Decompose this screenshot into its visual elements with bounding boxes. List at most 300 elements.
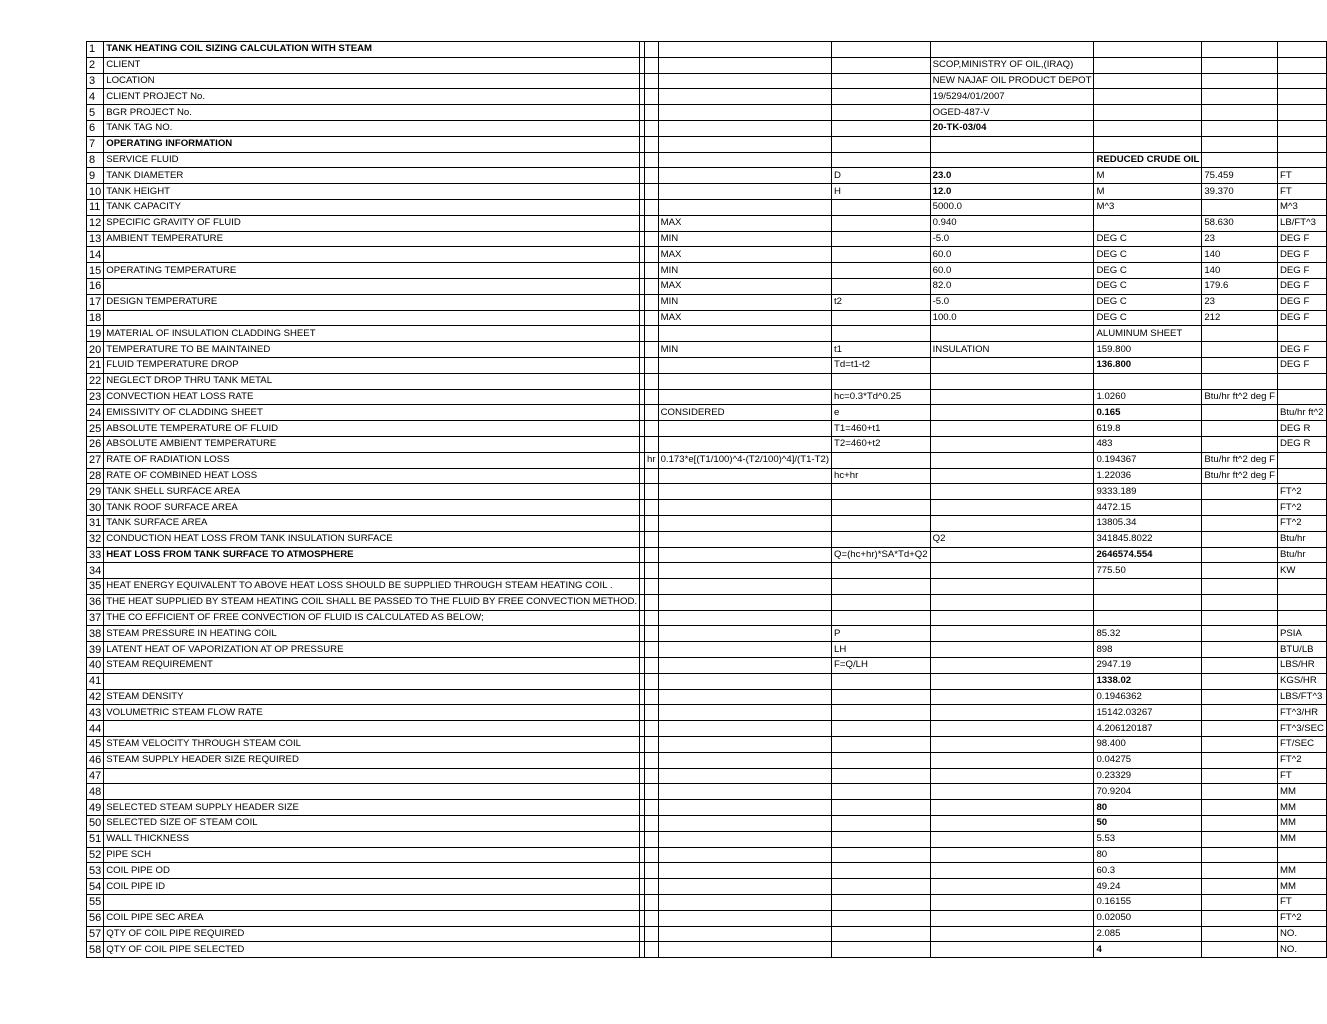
sheet-cell[interactable] [645,326,659,342]
sheet-cell[interactable]: P [832,626,931,642]
sheet-cell[interactable] [930,816,1094,832]
row-number-cell[interactable]: 47 [87,768,104,784]
sheet-cell[interactable] [1277,89,1326,105]
sheet-cell[interactable] [832,610,931,626]
sheet-cell[interactable] [930,658,1094,674]
sheet-cell[interactable]: 70.9204 [1094,784,1202,800]
sheet-cell[interactable] [930,136,1094,152]
row-number-cell[interactable]: 7 [87,136,104,152]
sheet-cell[interactable]: DEG F [1277,278,1326,294]
sheet-cell[interactable] [1202,152,1278,168]
sheet-cell[interactable] [645,105,659,121]
sheet-cell[interactable] [1202,563,1278,579]
sheet-cell[interactable] [832,500,931,516]
sheet-cell[interactable] [658,831,831,847]
sheet-cell[interactable] [1202,500,1278,516]
sheet-cell[interactable] [832,579,931,595]
sheet-cell[interactable] [930,405,1094,421]
sheet-cell[interactable]: Btu/hr ft^2 deg F [1202,452,1278,468]
sheet-cell[interactable] [930,784,1094,800]
sheet-cell[interactable] [832,563,931,579]
sheet-cell[interactable] [645,215,659,231]
row-number-cell[interactable]: 12 [87,215,104,231]
sheet-cell[interactable]: FT^2 [1277,500,1326,516]
sheet-cell[interactable] [658,721,831,737]
sheet-cell[interactable]: 0.16155 [1094,895,1202,911]
sheet-cell[interactable] [658,357,831,373]
sheet-cell[interactable] [658,563,831,579]
row-number-cell[interactable]: 36 [87,594,104,610]
sheet-cell[interactable]: STEAM VELOCITY THROUGH STEAM COIL [104,737,640,753]
sheet-cell[interactable]: 2.085 [1094,926,1202,942]
sheet-cell[interactable] [832,515,931,531]
sheet-cell[interactable]: THE HEAT SUPPLIED BY STEAM HEATING COIL SHALL BE PASSED TO THE FLUID BY FREE CONVECTION METHOD. [104,594,640,610]
sheet-cell[interactable]: SERVICE FLUID [104,152,640,168]
sheet-cell[interactable]: Btu/hr [1277,547,1326,563]
sheet-cell[interactable]: TANK SURFACE AREA [104,515,640,531]
sheet-cell[interactable] [1277,152,1326,168]
row-number-cell[interactable]: 2 [87,57,104,73]
sheet-cell[interactable] [832,895,931,911]
sheet-cell[interactable] [645,42,659,58]
sheet-cell[interactable] [1094,42,1202,58]
sheet-cell[interactable]: PIPE SCH [104,847,640,863]
sheet-cell[interactable] [930,895,1094,911]
sheet-cell[interactable] [832,531,931,547]
sheet-cell[interactable] [104,673,640,689]
sheet-cell[interactable]: 80 [1094,847,1202,863]
sheet-cell[interactable] [658,658,831,674]
sheet-cell[interactable]: Q=(hc+hr)*SA*Td+Q2 [832,547,931,563]
sheet-cell[interactable]: DEG C [1094,263,1202,279]
row-number-cell[interactable]: 34 [87,563,104,579]
sheet-cell[interactable] [645,136,659,152]
sheet-cell[interactable] [645,500,659,516]
sheet-cell[interactable]: MM [1277,784,1326,800]
sheet-cell[interactable] [1202,42,1278,58]
sheet-cell[interactable] [930,357,1094,373]
sheet-cell[interactable] [832,910,931,926]
sheet-cell[interactable]: ALUMINUM SHEET [1094,326,1202,342]
sheet-cell[interactable] [930,436,1094,452]
sheet-cell[interactable]: FT^3/SEC [1277,721,1326,737]
sheet-cell[interactable]: DEG F [1277,310,1326,326]
sheet-cell[interactable] [832,705,931,721]
sheet-cell[interactable] [1094,136,1202,152]
sheet-cell[interactable]: COIL PIPE OD [104,863,640,879]
sheet-cell[interactable] [645,152,659,168]
sheet-cell[interactable] [658,895,831,911]
sheet-cell[interactable] [645,73,659,89]
sheet-cell[interactable]: WALL THICKNESS [104,831,640,847]
sheet-cell[interactable]: STEAM REQUIREMENT [104,658,640,674]
sheet-cell[interactable]: 140 [1202,263,1278,279]
sheet-cell[interactable]: STEAM SUPPLY HEADER SIZE REQUIRED [104,752,640,768]
sheet-cell[interactable] [832,373,931,389]
sheet-cell[interactable] [930,721,1094,737]
sheet-cell[interactable] [1094,73,1202,89]
row-number-cell[interactable]: 14 [87,247,104,263]
sheet-cell[interactable]: FT [1277,895,1326,911]
row-number-cell[interactable]: 5 [87,105,104,121]
sheet-cell[interactable]: VOLUMETRIC STEAM FLOW RATE [104,705,640,721]
sheet-cell[interactable] [658,800,831,816]
sheet-cell[interactable]: 483 [1094,436,1202,452]
sheet-cell[interactable]: 80 [1094,800,1202,816]
sheet-cell[interactable] [658,531,831,547]
sheet-cell[interactable] [930,642,1094,658]
sheet-cell[interactable]: MAX [658,247,831,263]
sheet-cell[interactable]: STEAM DENSITY [104,689,640,705]
sheet-cell[interactable] [930,547,1094,563]
sheet-cell[interactable]: 179.6 [1202,278,1278,294]
row-number-cell[interactable]: 29 [87,484,104,500]
row-number-cell[interactable]: 57 [87,926,104,942]
sheet-cell[interactable] [658,184,831,200]
sheet-cell[interactable] [645,895,659,911]
sheet-cell[interactable] [930,484,1094,500]
sheet-cell[interactable] [104,310,640,326]
sheet-cell[interactable] [1202,658,1278,674]
sheet-cell[interactable] [658,389,831,405]
sheet-cell[interactable] [1202,642,1278,658]
sheet-cell[interactable] [1202,57,1278,73]
sheet-cell[interactable] [645,594,659,610]
row-number-cell[interactable]: 13 [87,231,104,247]
row-number-cell[interactable]: 20 [87,342,104,358]
sheet-cell[interactable]: 898 [1094,642,1202,658]
sheet-cell[interactable] [1202,484,1278,500]
sheet-cell[interactable] [658,816,831,832]
row-number-cell[interactable]: 56 [87,910,104,926]
sheet-cell[interactable] [645,515,659,531]
row-number-cell[interactable]: 52 [87,847,104,863]
sheet-cell[interactable]: 0.04275 [1094,752,1202,768]
sheet-cell[interactable] [645,278,659,294]
row-number-cell[interactable]: 22 [87,373,104,389]
sheet-cell[interactable]: 60.0 [930,263,1094,279]
sheet-cell[interactable] [645,752,659,768]
sheet-cell[interactable]: 100.0 [930,310,1094,326]
sheet-cell[interactable]: DEG F [1277,357,1326,373]
sheet-cell[interactable]: FT^2 [1277,484,1326,500]
sheet-cell[interactable]: ABSOLUTE TEMPERATURE OF FLUID [104,421,640,437]
sheet-cell[interactable] [658,547,831,563]
sheet-cell[interactable]: 13805.34 [1094,515,1202,531]
sheet-cell[interactable]: MM [1277,831,1326,847]
sheet-cell[interactable] [658,610,831,626]
sheet-cell[interactable] [930,910,1094,926]
sheet-cell[interactable]: CONDUCTION HEAT LOSS FROM TANK INSULATION SURFACE [104,531,640,547]
sheet-cell[interactable]: 4.206120187 [1094,721,1202,737]
sheet-cell[interactable] [658,436,831,452]
sheet-cell[interactable]: MAX [658,310,831,326]
sheet-cell[interactable] [930,500,1094,516]
sheet-cell[interactable]: LH [832,642,931,658]
sheet-cell[interactable] [930,737,1094,753]
sheet-cell[interactable] [645,168,659,184]
sheet-cell[interactable]: hr [645,452,659,468]
sheet-cell[interactable]: 619.8 [1094,421,1202,437]
sheet-cell[interactable]: DEG F [1277,263,1326,279]
sheet-cell[interactable] [658,673,831,689]
sheet-cell[interactable]: MM [1277,816,1326,832]
sheet-cell[interactable]: DEG C [1094,247,1202,263]
sheet-cell[interactable] [930,563,1094,579]
sheet-cell[interactable] [1277,326,1326,342]
sheet-cell[interactable] [1202,926,1278,942]
row-number-cell[interactable]: 9 [87,168,104,184]
row-number-cell[interactable]: 53 [87,863,104,879]
sheet-cell[interactable]: DEG R [1277,436,1326,452]
sheet-cell[interactable] [1094,89,1202,105]
sheet-cell[interactable] [1202,689,1278,705]
sheet-cell[interactable] [1202,768,1278,784]
sheet-cell[interactable] [1202,73,1278,89]
row-number-cell[interactable]: 15 [87,263,104,279]
sheet-cell[interactable]: 2646574.554 [1094,547,1202,563]
sheet-cell[interactable] [645,547,659,563]
sheet-cell[interactable]: 136.800 [1094,357,1202,373]
sheet-cell[interactable] [645,89,659,105]
sheet-cell[interactable]: NEW NAJAF OIL PRODUCT DEPOT [930,73,1094,89]
sheet-cell[interactable]: 4 [1094,942,1202,958]
sheet-cell[interactable] [1202,800,1278,816]
sheet-cell[interactable]: -5.0 [930,231,1094,247]
sheet-cell[interactable]: NO. [1277,942,1326,958]
sheet-cell[interactable] [1094,610,1202,626]
sheet-cell[interactable] [1202,547,1278,563]
sheet-cell[interactable] [930,468,1094,484]
sheet-cell[interactable]: CONSIDERED [658,405,831,421]
sheet-cell[interactable] [645,436,659,452]
sheet-cell[interactable] [645,610,659,626]
sheet-cell[interactable] [930,515,1094,531]
sheet-cell[interactable] [832,594,931,610]
sheet-cell[interactable]: 49.24 [1094,879,1202,895]
sheet-cell[interactable] [1094,120,1202,136]
row-number-cell[interactable]: 25 [87,421,104,437]
sheet-cell[interactable] [1202,942,1278,958]
sheet-cell[interactable]: hc+hr [832,468,931,484]
sheet-cell[interactable] [832,721,931,737]
sheet-cell[interactable]: THE CO EFFICIENT OF FREE CONVECTION OF FLUID IS CALCULATED AS BELOW; [104,610,640,626]
sheet-cell[interactable]: MM [1277,879,1326,895]
sheet-cell[interactable] [645,531,659,547]
sheet-cell[interactable]: TANK CAPACITY [104,199,640,215]
sheet-cell[interactable]: NEGLECT DROP THRU TANK METAL [104,373,640,389]
sheet-cell[interactable] [1277,120,1326,136]
sheet-cell[interactable] [1202,594,1278,610]
sheet-cell[interactable]: MM [1277,863,1326,879]
row-number-cell[interactable]: 42 [87,689,104,705]
sheet-cell[interactable] [104,247,640,263]
sheet-cell[interactable] [658,468,831,484]
sheet-cell[interactable] [658,863,831,879]
sheet-cell[interactable]: DEG F [1277,294,1326,310]
sheet-cell[interactable]: Q2 [930,531,1094,547]
sheet-cell[interactable]: 60.3 [1094,863,1202,879]
sheet-cell[interactable] [930,689,1094,705]
sheet-cell[interactable]: CONVECTION HEAT LOSS RATE [104,389,640,405]
sheet-cell[interactable] [1277,594,1326,610]
sheet-cell[interactable] [645,642,659,658]
sheet-cell[interactable] [645,626,659,642]
sheet-cell[interactable]: 0.173*e[(T1/100)^4-(T2/100)^4]/(T1-T2) [658,452,831,468]
sheet-cell[interactable] [930,594,1094,610]
sheet-cell[interactable]: SELECTED SIZE OF STEAM COIL [104,816,640,832]
sheet-cell[interactable]: LB/FT^3 [1277,215,1326,231]
sheet-cell[interactable]: QTY OF COIL PIPE REQUIRED [104,926,640,942]
row-number-cell[interactable]: 24 [87,405,104,421]
row-number-cell[interactable]: 30 [87,500,104,516]
sheet-cell[interactable]: MIN [658,231,831,247]
sheet-cell[interactable] [104,721,640,737]
sheet-cell[interactable]: COIL PIPE SEC AREA [104,910,640,926]
sheet-cell[interactable] [930,847,1094,863]
sheet-cell[interactable]: 20-TK-03/04 [930,120,1094,136]
row-number-cell[interactable]: 32 [87,531,104,547]
sheet-cell[interactable] [645,689,659,705]
sheet-cell[interactable] [1202,816,1278,832]
sheet-cell[interactable]: CLIENT [104,57,640,73]
sheet-cell[interactable] [658,847,831,863]
sheet-cell[interactable] [930,926,1094,942]
sheet-cell[interactable] [658,57,831,73]
sheet-cell[interactable] [645,737,659,753]
sheet-cell[interactable] [1202,120,1278,136]
sheet-cell[interactable] [645,563,659,579]
sheet-cell[interactable]: LOCATION [104,73,640,89]
sheet-cell[interactable] [645,784,659,800]
sheet-cell[interactable] [1094,215,1202,231]
sheet-cell[interactable]: 82.0 [930,278,1094,294]
row-number-cell[interactable]: 35 [87,579,104,595]
row-number-cell[interactable]: 58 [87,942,104,958]
sheet-cell[interactable]: TANK HEATING COIL SIZING CALCULATION WITH STEAM [104,42,640,58]
sheet-cell[interactable] [1277,42,1326,58]
sheet-cell[interactable] [645,816,659,832]
sheet-cell[interactable] [930,452,1094,468]
sheet-cell[interactable]: 4472.15 [1094,500,1202,516]
sheet-cell[interactable] [930,673,1094,689]
sheet-cell[interactable] [930,152,1094,168]
sheet-cell[interactable] [1277,847,1326,863]
sheet-cell[interactable] [1202,515,1278,531]
sheet-cell[interactable] [832,689,931,705]
sheet-cell[interactable]: OGED-487-V [930,105,1094,121]
sheet-cell[interactable] [930,752,1094,768]
sheet-cell[interactable] [832,120,931,136]
sheet-cell[interactable] [832,879,931,895]
sheet-cell[interactable] [1277,579,1326,595]
sheet-cell[interactable]: REDUCED CRUDE OIL [1094,152,1202,168]
sheet-cell[interactable]: 159.800 [1094,342,1202,358]
sheet-cell[interactable] [832,768,931,784]
sheet-cell[interactable]: HEAT LOSS FROM TANK SURFACE TO ATMOSPHERE [104,547,640,563]
sheet-cell[interactable]: MIN [658,263,831,279]
sheet-cell[interactable] [645,658,659,674]
sheet-cell[interactable]: SPECIFIC GRAVITY OF FLUID [104,215,640,231]
row-number-cell[interactable]: 50 [87,816,104,832]
sheet-cell[interactable]: SELECTED STEAM SUPPLY HEADER SIZE [104,800,640,816]
sheet-cell[interactable]: TANK ROOF SURFACE AREA [104,500,640,516]
sheet-cell[interactable]: KW [1277,563,1326,579]
sheet-cell[interactable] [1202,105,1278,121]
sheet-cell[interactable]: AMBIENT TEMPERATURE [104,231,640,247]
sheet-cell[interactable]: OPERATING TEMPERATURE [104,263,640,279]
sheet-cell[interactable]: PSIA [1277,626,1326,642]
sheet-cell[interactable]: Btu/hr ft^2 [1277,405,1326,421]
sheet-cell[interactable] [645,579,659,595]
sheet-cell[interactable] [930,421,1094,437]
sheet-cell[interactable]: -5.0 [930,294,1094,310]
sheet-cell[interactable] [1094,105,1202,121]
sheet-cell[interactable]: DEG C [1094,278,1202,294]
sheet-cell[interactable]: 60.0 [930,247,1094,263]
sheet-cell[interactable] [658,152,831,168]
sheet-cell[interactable] [1202,895,1278,911]
sheet-cell[interactable] [930,326,1094,342]
sheet-cell[interactable] [645,421,659,437]
sheet-cell[interactable] [832,926,931,942]
sheet-cell[interactable] [1202,342,1278,358]
sheet-cell[interactable]: BGR PROJECT No. [104,105,640,121]
row-number-cell[interactable]: 23 [87,389,104,405]
sheet-cell[interactable] [658,689,831,705]
sheet-cell[interactable]: TANK TAG NO. [104,120,640,136]
sheet-cell[interactable] [645,373,659,389]
sheet-cell[interactable]: FT^2 [1277,515,1326,531]
sheet-cell[interactable]: DEG R [1277,421,1326,437]
sheet-cell[interactable] [658,484,831,500]
sheet-cell[interactable] [1202,373,1278,389]
sheet-cell[interactable] [658,879,831,895]
sheet-cell[interactable]: 775.50 [1094,563,1202,579]
sheet-cell[interactable]: DESIGN TEMPERATURE [104,294,640,310]
sheet-cell[interactable] [645,942,659,958]
sheet-cell[interactable]: SCOP,MINISTRY OF OIL,(IRAQ) [930,57,1094,73]
sheet-cell[interactable]: 0.940 [930,215,1094,231]
sheet-cell[interactable]: DEG F [1277,247,1326,263]
sheet-cell[interactable] [1202,737,1278,753]
sheet-cell[interactable]: NO. [1277,926,1326,942]
sheet-cell[interactable]: 85.32 [1094,626,1202,642]
row-number-cell[interactable]: 51 [87,831,104,847]
sheet-cell[interactable] [645,263,659,279]
sheet-cell[interactable] [832,278,931,294]
sheet-cell[interactable]: FT [1277,168,1326,184]
sheet-cell[interactable] [832,105,931,121]
row-number-cell[interactable]: 19 [87,326,104,342]
sheet-cell[interactable]: 23.0 [930,168,1094,184]
sheet-cell[interactable]: KGS/HR [1277,673,1326,689]
sheet-cell[interactable] [645,199,659,215]
sheet-cell[interactable] [1202,847,1278,863]
sheet-cell[interactable]: DEG C [1094,231,1202,247]
sheet-cell[interactable] [645,831,659,847]
sheet-cell[interactable] [832,136,931,152]
sheet-cell[interactable]: LBS/HR [1277,658,1326,674]
sheet-cell[interactable] [832,263,931,279]
row-number-cell[interactable]: 54 [87,879,104,895]
row-number-cell[interactable]: 28 [87,468,104,484]
sheet-cell[interactable]: 212 [1202,310,1278,326]
sheet-cell[interactable]: 58.630 [1202,215,1278,231]
sheet-cell[interactable]: M^3 [1094,199,1202,215]
sheet-cell[interactable]: LBS/FT^3 [1277,689,1326,705]
sheet-cell[interactable]: LATENT HEAT OF VAPORIZATION AT OP PRESSURE [104,642,640,658]
